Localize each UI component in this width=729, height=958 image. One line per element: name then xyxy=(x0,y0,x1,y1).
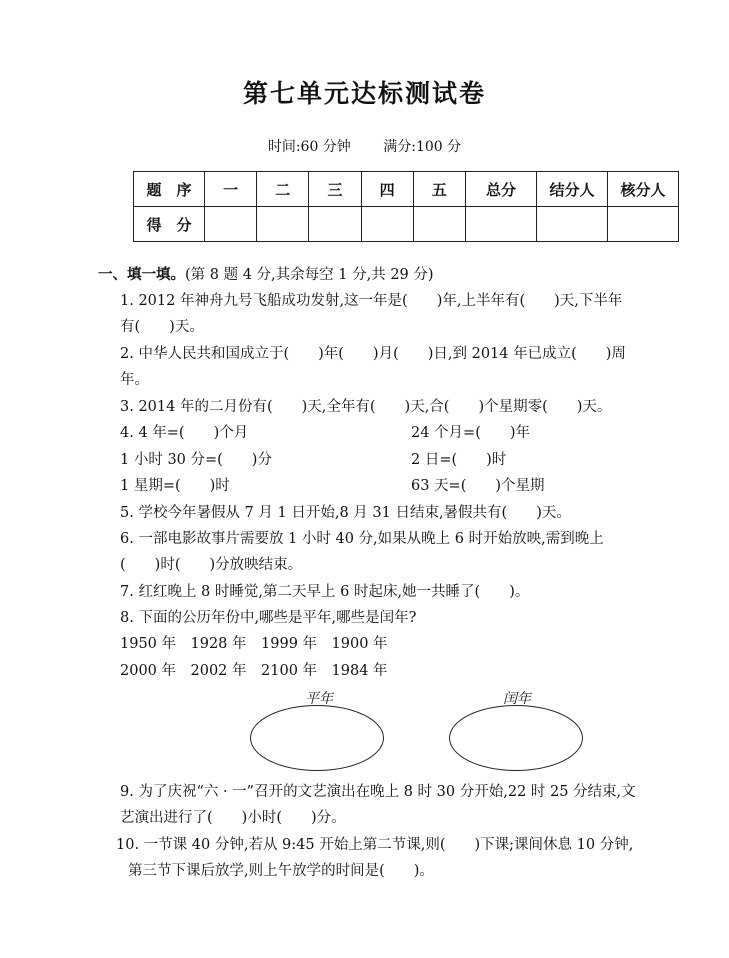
section-heading xyxy=(98,265,434,285)
question-8-years-row-1: 1950 年 1928 年 1999 年 1900 年 xyxy=(120,636,388,652)
section-note: (第 8 题 4 分,其余每空 1 分,共 29 分) xyxy=(185,267,434,283)
full-score: 满分:100 分 xyxy=(383,139,462,155)
question-3: 3. 2014 年的二月份有( )天,全年有( )天,合( )个星期零( )天。 xyxy=(120,399,612,415)
common-year-label: 平年 xyxy=(305,691,333,707)
question-1-line-1: 1. 2012 年神舟九号飞船成功发射,这一年是( )年,上半年有( )天,下半年 xyxy=(120,293,623,309)
header-cell-2: 二 xyxy=(257,172,309,207)
page-title: 第七单元达标测试卷 xyxy=(242,79,486,108)
question-6-line-2: ( )时( )分放映结束。 xyxy=(120,557,303,573)
question-8: 8. 下面的公历年份中,哪些是平年,哪些是闰年? xyxy=(120,610,417,626)
score-cell[interactable] xyxy=(309,207,361,242)
question-2-line-1: 2. 中华人民共和国成立于( )年( )月( )日,到 2014 年已成立( )周 xyxy=(120,346,626,362)
score-cell[interactable] xyxy=(413,207,465,242)
question-10-line-1: 10. 一节课 40 分钟,若从 9:45 开始上第二节课,则( )下课;课间休息 10 分钟, xyxy=(116,837,634,853)
question-6-line-1: 6. 一部电影故事片需要放 1 小时 40 分,如果从晚上 6 时开始放映,需到晚上 xyxy=(120,531,604,547)
question-7: 7. 红红晚上 8 时睡觉,第二天早上 6 时起床,她一共睡了( )。 xyxy=(120,584,530,600)
question-8-years-row-2: 2000 年 2002 年 2100 年 1984 年 xyxy=(120,663,388,679)
header-cell-5: 五 xyxy=(413,172,465,207)
question-4-c: 1 小时 30 分=( )分 xyxy=(120,452,272,468)
header-cell-4: 四 xyxy=(361,172,413,207)
header-cell-scorer: 结分人 xyxy=(537,172,608,207)
header-cell-1: 一 xyxy=(205,172,257,207)
question-10-line-2: 第三节下课后放学,则上午放学的时间是( )。 xyxy=(128,863,434,879)
score-table-score-row xyxy=(134,207,679,242)
header-cell-3: 三 xyxy=(309,172,361,207)
score-cell[interactable] xyxy=(608,207,679,242)
question-4-e: 1 星期=( )时 xyxy=(120,478,230,494)
score-table xyxy=(133,171,679,242)
question-2-line-2: 年。 xyxy=(120,372,149,388)
section-title: 一、填一填。 xyxy=(98,267,185,283)
question-1-line-2-text: 有( )天。 xyxy=(120,319,204,335)
header-cell-order: 题 序 xyxy=(134,172,205,207)
header-cell-checker: 核分人 xyxy=(608,172,679,207)
score-cell[interactable] xyxy=(205,207,257,242)
score-cell[interactable] xyxy=(466,207,537,242)
question-9-line-1: 9. 为了庆祝“六 · 一”召开的文艺演出在晚上 8 时 30 分开始,22 时 25 分结束,文 xyxy=(120,784,636,800)
question-4-a: 4. 4 年=( )个月 xyxy=(120,425,249,441)
leap-year-label: 闰年 xyxy=(503,691,531,707)
score-cell[interactable] xyxy=(537,207,608,242)
score-cell[interactable] xyxy=(257,207,309,242)
score-row-label: 得 分 xyxy=(134,207,205,242)
question-4-f: 63 天=( )个星期 xyxy=(411,478,545,494)
time-limit: 时间:60 分钟 xyxy=(267,139,351,155)
question-9-line-2: 艺演出进行了( )小时( )分。 xyxy=(120,810,346,826)
question-4-b: 24 个月=( )年 xyxy=(411,425,531,441)
time-info xyxy=(0,136,729,156)
score-table-header-row xyxy=(134,172,679,207)
question-1-line-2 xyxy=(120,317,204,337)
question-5: 5. 学校今年暑假从 7 月 1 日开始,8 月 31 日结束,暑假共有( )天。 xyxy=(120,505,571,521)
question-4-d: 2 日=( )时 xyxy=(411,452,507,468)
leap-year-answer-oval[interactable] xyxy=(449,705,583,771)
header-cell-total: 总分 xyxy=(466,172,537,207)
score-cell[interactable] xyxy=(361,207,413,242)
common-year-answer-oval[interactable] xyxy=(250,705,384,771)
